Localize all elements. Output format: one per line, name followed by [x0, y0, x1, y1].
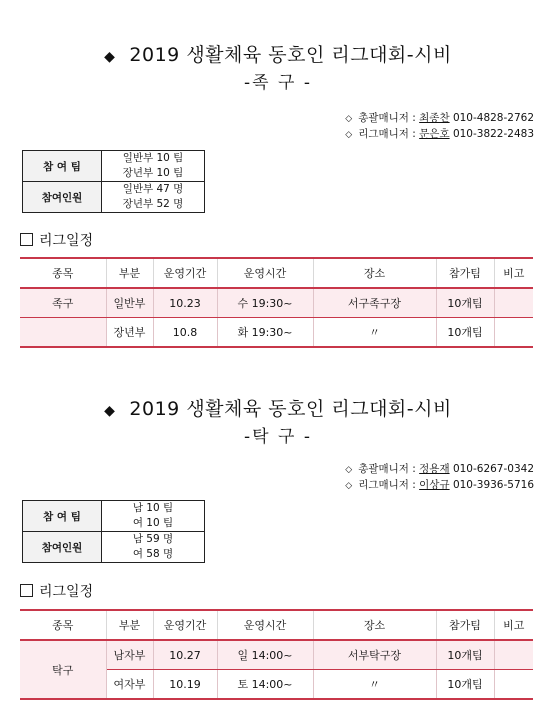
sport-cell: 탁구	[20, 640, 106, 699]
checkbox-square-icon	[20, 584, 33, 597]
diamond-outline-icon: ◇	[345, 481, 353, 491]
table-header-row: 종목 부분 운영기간 운영시간 장소 참가팀 비고	[20, 610, 533, 640]
league-manager-row: ◇ 리그매니저 : 이상규 010-3936-5716	[345, 479, 534, 491]
table-row: 족구 일반부 10.23 수 19:30~ 서구족구장 10개팀	[20, 288, 533, 318]
section1-schedule-table	[20, 257, 533, 348]
section2-subtitle: -탁 구 -	[244, 427, 312, 447]
section2-schedule-table	[20, 609, 533, 700]
checkbox-square-icon	[20, 233, 33, 246]
section2-managers	[345, 462, 534, 494]
table-row: 장년부 10.8 화 19:30~ 〃 10개팀	[20, 318, 533, 348]
section1-managers	[345, 111, 534, 143]
diamond-bullet-icon: ◆	[104, 49, 116, 65]
team-count-values: 일반부 10 팀 장년부 10 팀	[102, 151, 205, 182]
table-row: 여자부 10.19 토 14:00~ 〃 10개팀	[20, 670, 533, 700]
table-row: 탁구 남자부 10.27 일 14:00~ 서부탁구장 10개팀	[20, 640, 533, 670]
section1-title: ◆ 2019 생활체육 동호인 리그대회-시비	[104, 44, 452, 66]
section1-subtitle: -족 구 -	[244, 73, 312, 93]
people-count-values: 남 59 명 여 58 명	[102, 532, 205, 563]
diamond-outline-icon: ◇	[345, 465, 353, 475]
general-manager-row: ◇ 총괄매니저 : 최종찬 010-4828-2762	[345, 112, 534, 124]
section2-schedule-label: 리그일정	[20, 581, 93, 601]
team-count-label: 참 여 팀	[23, 151, 102, 182]
diamond-outline-icon: ◇	[345, 114, 353, 124]
team-count-label: 참 여 팀	[23, 501, 102, 532]
people-count-values: 일반부 47 명 장년부 52 명	[102, 182, 205, 213]
general-manager-row: ◇ 총괄매니저 : 정용재 010-6267-0342	[345, 463, 534, 475]
diamond-outline-icon: ◇	[345, 130, 353, 140]
section1-participation-table	[22, 150, 205, 213]
people-count-label: 참여인원	[23, 182, 102, 213]
section2-title: ◆ 2019 생활체육 동호인 리그대회-시비	[104, 398, 452, 420]
diamond-bullet-icon: ◆	[104, 403, 116, 419]
section2-participation-table	[22, 500, 205, 563]
section1-schedule-label: 리그일정	[20, 230, 93, 250]
table-header-row: 종목 부분 운영기간 운영시간 장소 참가팀 비고	[20, 258, 533, 288]
league-manager-row: ◇ 리그매니저 : 문은호 010-3822-2483	[345, 128, 534, 140]
people-count-label: 참여인원	[23, 532, 102, 563]
team-count-values: 남 10 팀 여 10 팀	[102, 501, 205, 532]
